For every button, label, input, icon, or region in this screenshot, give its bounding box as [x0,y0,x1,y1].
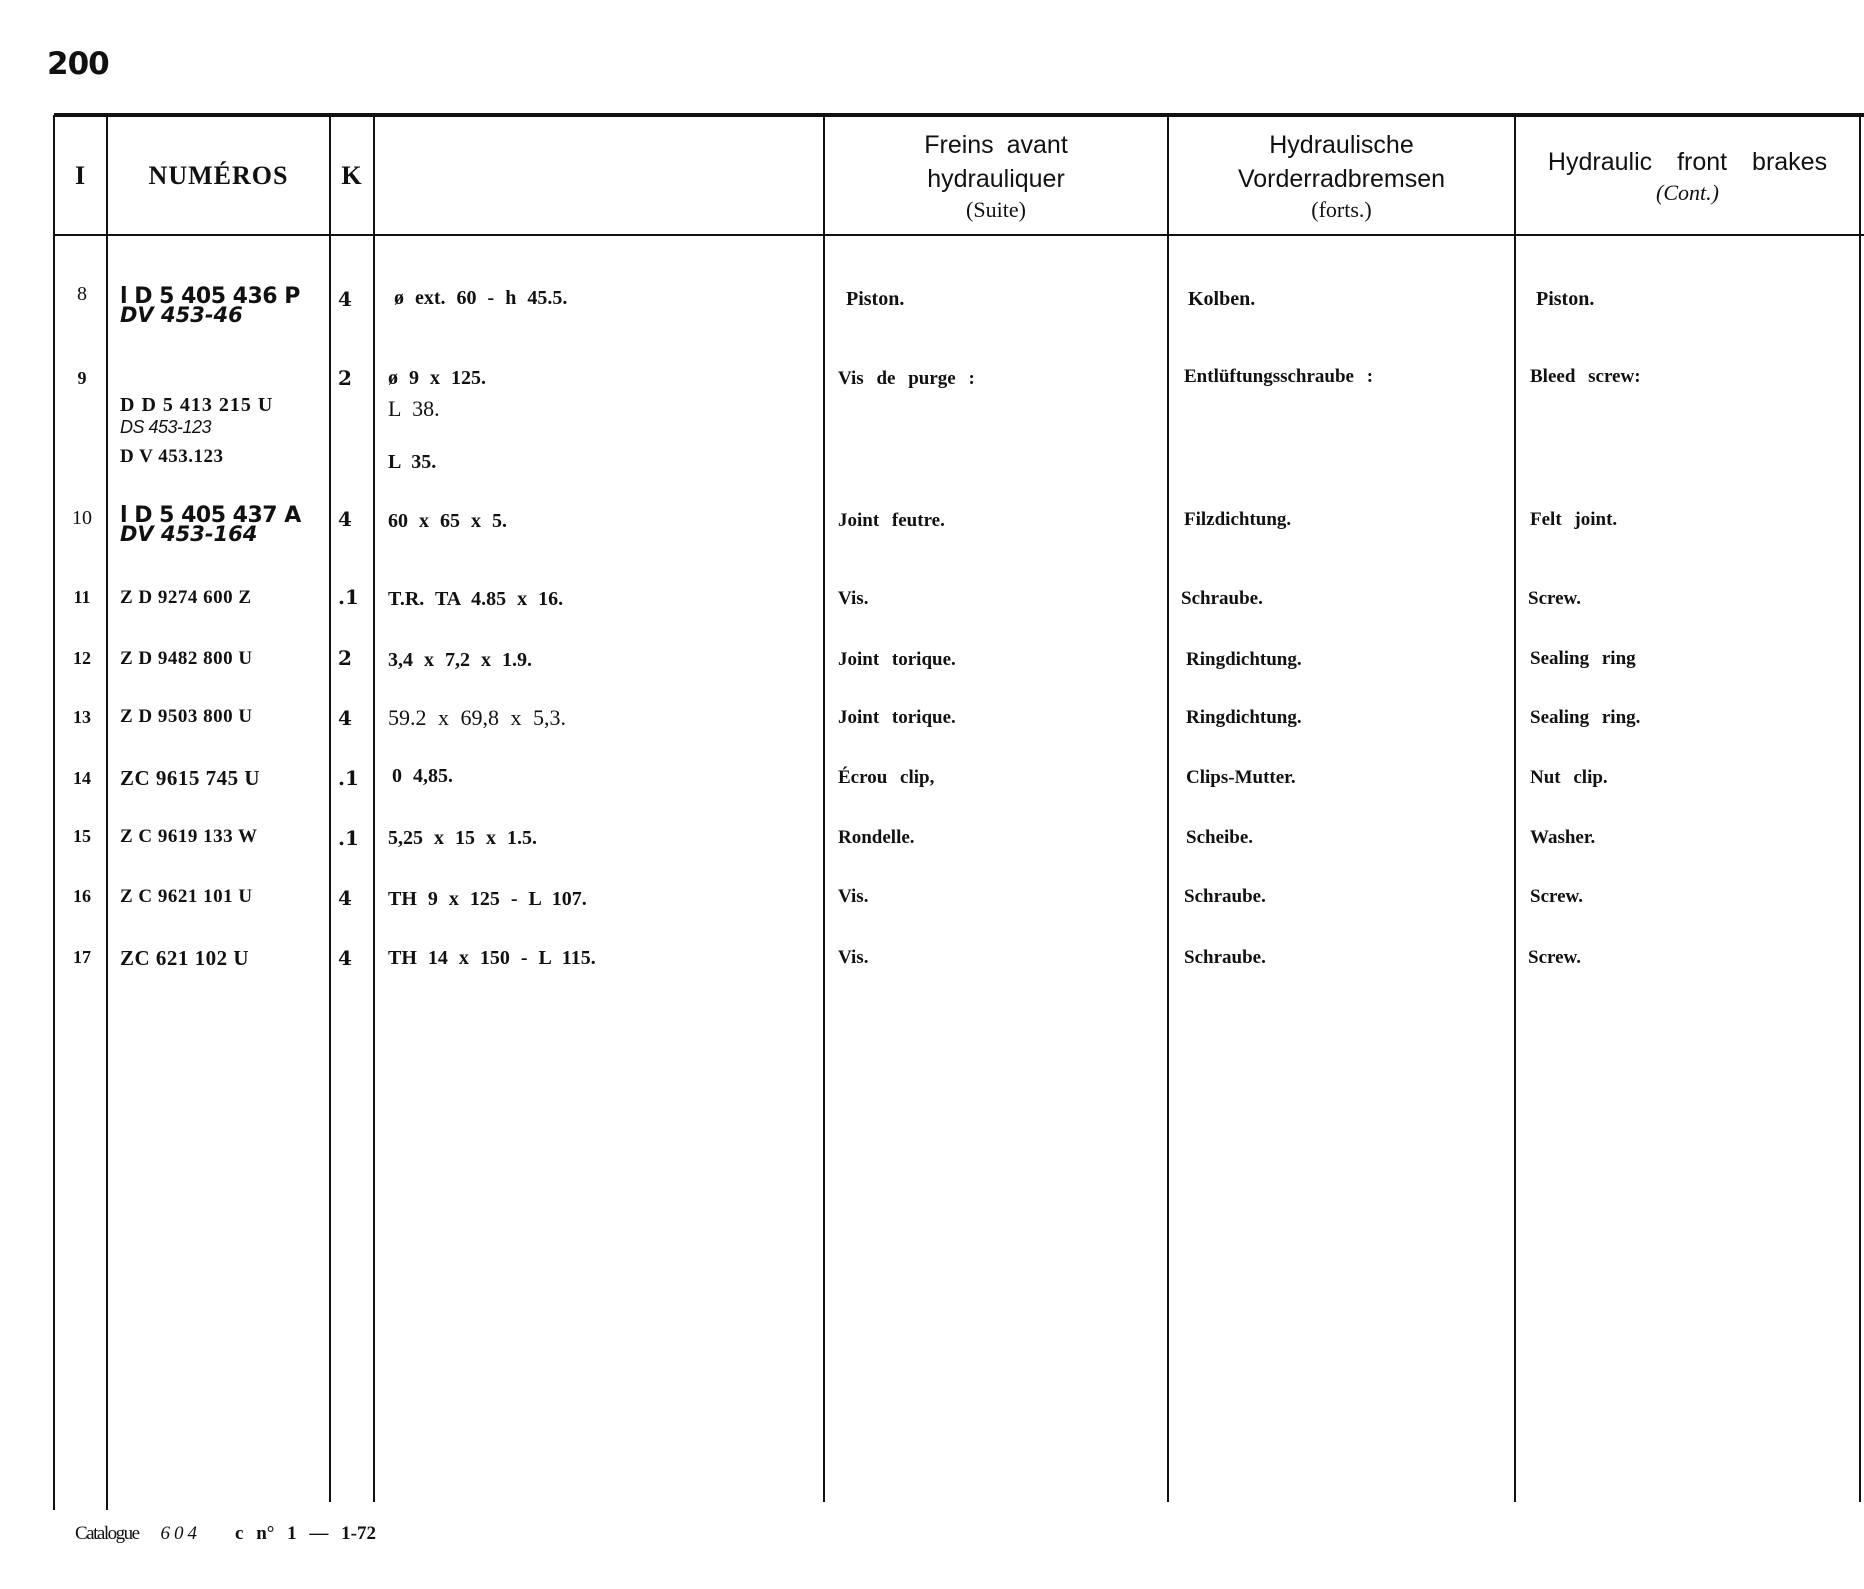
german-name: Filzdichtung. [1184,509,1292,530]
header-german-line1: Hydraulische [1269,130,1414,159]
table-top-rule [54,113,1864,117]
english-name: Washer. [1530,827,1596,848]
divider-index-numbers [106,115,108,1510]
quantity: .1 [338,585,359,609]
part-number: ZC 9615 745 U [120,766,261,790]
part-number: Z D 9274 600 Z [120,587,252,608]
dimensions: 59.2 x 69,8 x 5,3. [388,705,566,730]
header-numbers-label: NUMÉROS [148,160,289,190]
part-number [120,503,301,546]
german-name: Schraube. [1181,588,1263,609]
dimensions: ø ext. 60 - h 45.5. [394,287,568,309]
footer-catalogue-number: 604 [160,1523,202,1544]
french-name: Joint feutre. [838,510,945,531]
german-name: Ringdichtung. [1186,707,1302,728]
header-k-label: K [341,160,363,190]
dimensions-variant-2: L 35. [388,451,437,473]
french-name: Joint torique. [838,649,956,670]
divider-fr-de [1167,115,1169,1502]
header-english-line1: Hydraulic front brakes [1547,147,1828,176]
dimensions: T.R. TA 4.85 x 16. [388,588,564,610]
part-number-line1: l D 5 405 436 P [120,284,300,309]
header-german-line3: (forts.) [1311,196,1372,222]
header-french-line3: (Suite) [966,196,1026,222]
quantity: 4 [338,706,352,730]
part-number: ZC 621 102 U [120,946,250,970]
row-index: 9 [77,368,87,388]
french-name: Rondelle. [838,827,915,848]
footer-edition: c n° 1 — 1-72 [235,1523,376,1544]
part-number: Z D 9482 800 U [120,648,253,669]
english-name: Sealing ring. [1530,707,1641,728]
quantity: .1 [338,826,359,850]
part-number [120,394,273,438]
divider-numbers-k [329,115,331,1502]
row-index: 14 [73,768,91,788]
quantity: 4 [338,946,352,970]
dimensions: 60 x 65 x 5. [388,510,507,532]
dimensions: ø 9 x 125. [388,367,486,389]
row-index: 15 [73,826,91,846]
page-number: 200 [47,46,109,82]
english-name: Bleed screw: [1530,366,1641,387]
french-name: Vis. [838,588,869,609]
quantity: 4 [338,287,352,311]
row-index: 10 [72,507,92,529]
german-name: Scheibe. [1186,827,1254,848]
french-name: Vis. [838,886,869,907]
table-left-border [53,115,55,1510]
part-number-line3: D V 453.123 [120,446,224,467]
divider-de-en [1514,115,1516,1502]
row-index: 11 [73,587,91,607]
row-index: 16 [73,886,91,906]
quantity: 4 [338,886,352,910]
quantity: 2 [338,646,352,670]
english-name: Screw. [1528,588,1581,609]
dimensions: 0 4,85. [392,765,453,787]
row-index: 17 [73,947,91,967]
quantity: .1 [338,766,359,790]
header-index-label: I [74,160,87,190]
part-number: Z C 9619 133 W [120,826,258,847]
german-name: Clips-Mutter. [1186,767,1296,788]
german-name: Schraube. [1184,886,1266,907]
header-k [331,118,373,233]
french-name: Vis de purge : [838,368,975,389]
part-number-line2: DV 453-46 [120,303,243,327]
dimensions: TH 9 x 125 - L 107. [388,888,587,910]
dimensions-variant-1: L 38. [388,396,440,421]
part-number: Z C 9621 101 U [120,886,253,907]
german-name: Entlüftungsschraube : [1184,366,1374,387]
footer-catalogue-ref [75,1523,376,1545]
french-name: Écrou clip, [838,767,935,788]
german-name: Ringdichtung. [1186,649,1302,670]
english-name: Screw. [1530,886,1583,907]
divider-desc-fr [823,115,825,1502]
english-name: Piston. [1536,288,1595,310]
english-name: Felt joint. [1530,509,1618,530]
table-right-border [1859,115,1861,1502]
german-name: Schraube. [1184,947,1266,968]
header-english-line2: (Cont.) [1656,179,1719,205]
english-name: Screw. [1528,947,1581,968]
english-name: Nut clip. [1530,767,1608,788]
row-index: 8 [77,283,87,305]
dimensions: TH 14 x 150 - L 115. [388,947,596,969]
german-name: Kolben. [1188,288,1256,310]
part-number-line1: D D 5 413 215 U [120,394,274,416]
french-name: Joint torique. [838,707,956,728]
header-bottom-rule [54,234,1864,236]
quantity: 4 [338,507,352,531]
french-name: Piston. [846,288,905,310]
dimensions: 3,4 x 7,2 x 1.9. [388,649,532,671]
header-french-line2: hydrauliquer [927,164,1065,193]
english-name: Sealing ring [1530,648,1636,669]
header-index [55,118,106,233]
part-number-line2: DV 453-164 [120,522,258,546]
header-numbers [108,118,329,233]
divider-k-desc [373,115,375,1502]
footer-catalogue-label: Catalogue [75,1523,139,1544]
row-index: 12 [73,648,91,668]
dimensions: 5,25 x 15 x 1.5. [388,827,537,849]
header-english [1516,118,1859,233]
header-french [825,118,1167,233]
french-name: Vis. [838,947,869,968]
header-german [1169,118,1514,233]
quantity: 2 [338,366,352,390]
part-number [120,284,300,327]
part-number: Z D 9503 800 U [120,706,253,727]
row-index: 13 [73,707,91,727]
part-number-line2: DS 453-123 [120,417,212,437]
part-number-line1: l D 5 405 437 A [120,503,301,528]
header-german-line2: Vorderradbremsen [1237,164,1446,193]
header-french-line1: Freins avant [924,130,1068,159]
